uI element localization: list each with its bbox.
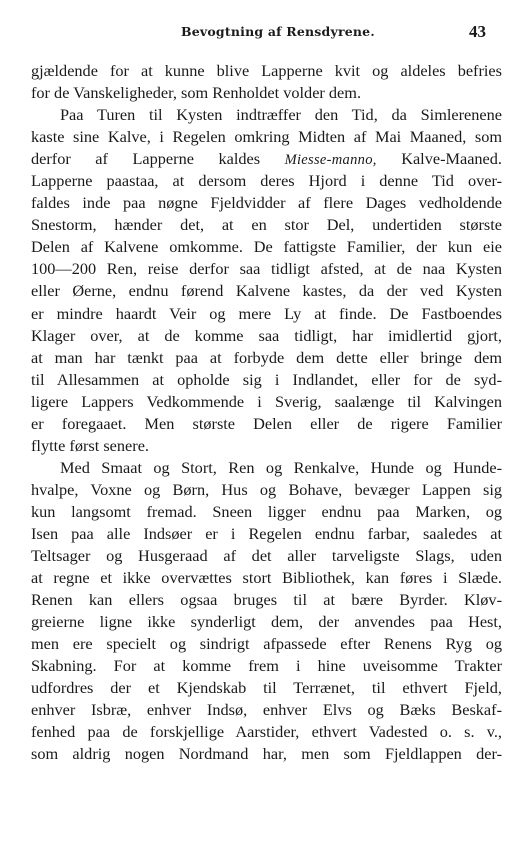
text-line: til Allesammen at opholde sig i Indlandet, eller for de syd- [31, 369, 502, 389]
text-line: kaste sine Kalve, i Regelen omkring Midten af Mai Maaned, som [31, 127, 502, 147]
lappish-term: Miesse-manno, [284, 152, 377, 169]
text-line: Paa Turen til Kysten indtræffer den Tid, da Simlerenene [60, 105, 502, 125]
text-line [31, 148, 502, 170]
text-line: ligere Lappers Vedkommende i Sverig, saalænge til Kalvingen [31, 391, 502, 411]
text-line: Teltsager og Husgeraad af det aller tarveligste Slags, uden [31, 546, 502, 566]
text-line: hvalpe, Voxne og Børn, Hus og Bohave, bevæger Lappen sig [31, 479, 502, 499]
text-line: at regne et ikke overvættes stort Bibliothek, kan føres i Slæde. [31, 568, 502, 588]
text-line: 100—200 Ren, reise derfor saa tidligt afsted, at de naa Kysten [31, 259, 502, 279]
text-line: at man har tænkt paa at forbyde dem dette eller bringe dem [31, 347, 502, 367]
text-line: Delen af Kalvene omkomme. De fattigste Familier, der kun eie [31, 237, 502, 257]
text-line: Med Smaat og Stort, Ren og Renkalve, Hunde og Hunde- [60, 457, 502, 477]
text-segment: derfor af Lapperne kaldes [31, 149, 285, 169]
text-line: for de Vanskeligheder, som Renholdet volder dem. [31, 83, 362, 103]
text-line: kun langsomt fremad. Sneen ligger endnu paa Marken, og [31, 501, 502, 521]
text-line: som aldrig nogen Nordmand har, men som Fjeldlappen der- [31, 744, 502, 764]
text-line: Skabning. For at komme frem i hine uveisomme Trakter [31, 656, 502, 676]
body-text [31, 60, 502, 766]
text-line: Snestorm, hænder det, at en stor Del, undertiden største [31, 215, 502, 235]
text-line: enhver Isbræ, enhver Indsø, enhver Elvs og Bæks Beskaf- [31, 700, 502, 720]
text-line: er foregaaet. Men største Delen eller de rigere Familier [31, 413, 502, 433]
running-title: Bevogtning af Rensdyrene. [181, 24, 375, 39]
text-line: faldes inde paa nøgne Fjeldvidder af flere Dages vedholdende [31, 193, 502, 213]
running-head [0, 22, 528, 44]
text-line: Isen paa alle Indsøer er i Regelen endnu farbar, saaledes at [31, 523, 502, 543]
text-line: flytte først senere. [31, 435, 149, 455]
text-line: greierne ligne ikke synderligt dem, der anvendes paa Hest, [31, 612, 502, 632]
text-line: Klager over, at de komme saa tidligt, har imidlertid gjort, [31, 325, 502, 345]
text-line: fenhed paa de forskjellige Aarstider, ethvert Vadested o. s. v., [31, 722, 502, 742]
text-line: udfordres der et Kjendskab til Terrænet, til ethvert Fjeld, [31, 678, 502, 698]
text-segment: Kalve-Maaned. [376, 149, 502, 169]
page-number: 43 [469, 22, 486, 41]
text-line: gjældende for at kunne blive Lapperne kvit og aldeles befries [31, 61, 502, 80]
text-line: Renen kan ellers ogsaa bruges til at bære Byrder. Kløv- [31, 590, 502, 610]
text-line: Lapperne paastaa, at dersom deres Hjord i denne Tid over- [31, 171, 502, 191]
text-line: eller Øerne, endnu førend Kalvene kastes, da der ved Kysten [31, 281, 502, 301]
text-line: er mindre haardt Veir og mere Ly at finde. De Fastboendes [31, 303, 502, 323]
text-line: men ere specielt og sindrigt afpassede efter Renens Ryg og [31, 634, 502, 654]
